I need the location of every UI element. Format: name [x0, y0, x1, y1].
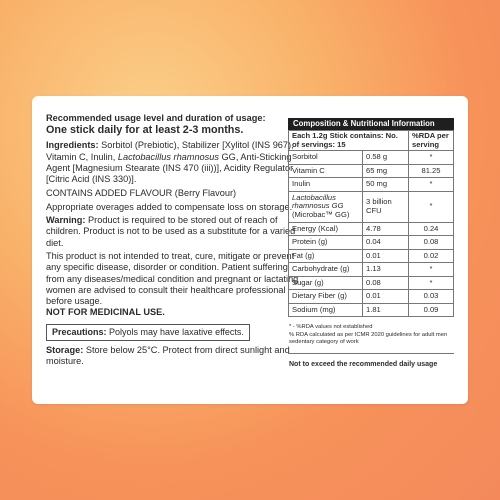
- row-name: [289, 191, 363, 222]
- row-name: Carbohydrate (g): [289, 263, 363, 277]
- row-amount: 65 mg: [363, 164, 409, 178]
- precautions-text: Polyols may have laxative effects.: [109, 326, 244, 337]
- warning-paragraph: [46, 215, 302, 249]
- row-amount: 0.01: [363, 249, 409, 263]
- row-rda: 0.08: [409, 236, 454, 250]
- row-rda: 0.02: [409, 249, 454, 263]
- row-rda: *: [409, 263, 454, 277]
- row-rda: *: [409, 276, 454, 290]
- row-name: Sorbitol: [289, 151, 363, 165]
- ingredients-paragraph: [46, 140, 302, 185]
- warning-text: Product is required to be stored out of reach of children. Product is not to be used as a substitute for a varied diet.: [46, 215, 296, 248]
- row-rda: 0.24: [409, 222, 454, 236]
- table-row: [289, 178, 454, 192]
- row-rda: *: [409, 191, 454, 222]
- usage-info-column: [46, 113, 302, 367]
- storage-paragraph: [46, 345, 302, 368]
- ingredients-text-2: GG, Anti-Sticking Agent [Magnesium Stearate (INS 470 (iii))], Acidity Regulator [Citric Acid (INS 330)].: [46, 151, 294, 185]
- row-amount: 0.58 g: [363, 151, 409, 165]
- probiotic-brand: (Microbac™ GG): [292, 209, 350, 219]
- nutrition-table: [288, 130, 454, 317]
- ingredients-text-italic: Lactobacillus rhamnosus: [117, 151, 219, 162]
- table-row: [289, 290, 454, 304]
- row-amount: 3 billion CFU: [363, 191, 409, 222]
- label-card: [32, 96, 468, 404]
- row-rda: *: [409, 151, 454, 165]
- row-amount: 0.01: [363, 290, 409, 304]
- row-rda: 0.03: [409, 290, 454, 304]
- table-row: [289, 236, 454, 250]
- table-title: Composition & Nutritional Information: [288, 118, 454, 130]
- table-notes: [288, 324, 454, 347]
- table-row: [289, 222, 454, 236]
- header-contents: Each 1.2g Stick contains: No. of servings: 15: [289, 131, 409, 151]
- table-row: [289, 263, 454, 277]
- row-rda: 0.09: [409, 303, 454, 317]
- note-icmr: % RDA calculated as per ICMR 2020 guidelines for adult men sedentary category of work: [289, 331, 448, 345]
- precautions-box: [46, 324, 250, 341]
- table-header-row: [289, 131, 454, 151]
- dosage-text: One stick daily for at least 2-3 months.: [46, 124, 244, 137]
- row-amount: 50 mg: [363, 178, 409, 192]
- note-rda-not-established: * - %RDA values not established: [289, 324, 373, 330]
- row-amount: 1.81: [363, 303, 409, 317]
- nutrition-column: [288, 118, 454, 368]
- divider: [288, 353, 454, 354]
- row-amount: 0.08: [363, 276, 409, 290]
- ingredients-label: Ingredients:: [46, 140, 99, 151]
- disclaimer-text: This product is not intended to treat, cure, mitigate or prevent any specific disease, disorder or condition. Patient suffering from any diseases/medical condition and pregnant or lactating women are advised to consult their healthcare professional before usage.: [46, 250, 299, 307]
- daily-limit-text: Not to exceed the recommended daily usage: [289, 360, 438, 368]
- warning-label: Warning:: [46, 215, 86, 226]
- usage-heading: Recommended usage level and duration of usage:: [46, 113, 266, 123]
- precautions-label: Precautions:: [52, 326, 107, 337]
- row-amount: 4.78: [363, 222, 409, 236]
- row-name: Sugar (g): [289, 276, 363, 290]
- row-name: Energy (Kcal): [289, 222, 363, 236]
- table-row: [289, 276, 454, 290]
- table-row: [289, 191, 454, 222]
- row-amount: 1.13: [363, 263, 409, 277]
- table-row: [289, 151, 454, 165]
- not-medicinal-text: NOT FOR MEDICINAL USE.: [46, 307, 165, 318]
- table-row: [289, 249, 454, 263]
- table-row: [289, 303, 454, 317]
- ingredients-text-1: Sorbitol (Prebiotic), Stabilizer [Xylitol (INS 967), Vitamin C, Inulin,: [46, 140, 294, 162]
- row-rda: *: [409, 178, 454, 192]
- row-name: Vitamin C: [289, 164, 363, 178]
- row-name: Sodium (mg): [289, 303, 363, 317]
- row-name: Protein (g): [289, 236, 363, 250]
- row-name: Fat (g): [289, 249, 363, 263]
- row-name: Dietary Fiber (g): [289, 290, 363, 304]
- header-rda: %RDA per serving: [409, 131, 454, 151]
- probiotic-name: Lactobacillus rhamnosus GG: [292, 192, 344, 211]
- row-name: Inulin: [289, 178, 363, 192]
- storage-text: Store below 25°C. Protect from direct sunlight and moisture.: [46, 344, 290, 367]
- row-rda: 81.25: [409, 164, 454, 178]
- flavour-text: CONTAINS ADDED FLAVOUR (Berry Flavour): [46, 188, 237, 199]
- overages-text: Appropriate overages added to compensate loss on storage.: [46, 201, 293, 212]
- storage-label: Storage:: [46, 344, 84, 355]
- row-amount: 0.04: [363, 236, 409, 250]
- table-row: [289, 164, 454, 178]
